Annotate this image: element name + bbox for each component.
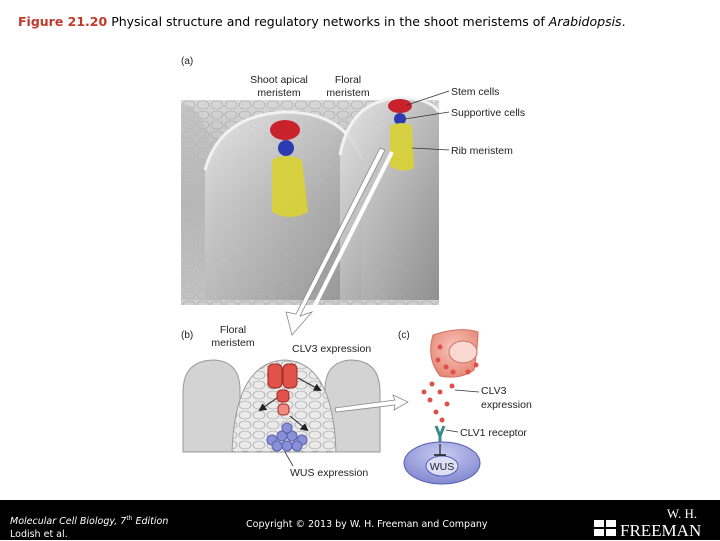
floral-stem-cells [388, 99, 412, 113]
label-supportive-cells: Supportive cells [451, 107, 526, 119]
figure-number: Figure 21.20 [18, 14, 108, 29]
label-rib-meristem: Rib meristem [451, 145, 513, 157]
publisher-logo [594, 506, 714, 538]
copyright-text: Copyright © 2013 by W. H. Freeman and Company [246, 519, 488, 530]
label-clv1-receptor: CLV1 receptor [460, 427, 527, 439]
panel-c [398, 330, 532, 484]
panel-a-label: (a) [181, 56, 194, 67]
leader-clv3 [455, 390, 479, 392]
caption-text: Physical structure and regulatory networks in the shoot meristems of [111, 14, 545, 29]
label-clv3-2: expression [481, 399, 532, 411]
label-shoot-apical-1: Shoot apical [250, 74, 308, 86]
logo-line2: FREEMAN [620, 521, 702, 538]
sam-supportive-cells [278, 140, 294, 156]
caption-organism: Arabidopsis [548, 14, 622, 29]
label-shoot-apical-2: meristem [257, 87, 301, 99]
label-b-floral-2: meristem [211, 337, 255, 349]
sam-stem-cells [270, 120, 300, 140]
label-stem-cells: Stem cells [451, 86, 500, 98]
panel-a [181, 56, 525, 335]
logo-line1: W. H. [666, 506, 698, 521]
panel-b [181, 324, 408, 479]
label-clv3-1: CLV3 [481, 385, 507, 397]
clv1-receptor [436, 426, 444, 444]
leader-clv1 [446, 430, 458, 432]
label-b-floral-1: Floral [219, 324, 247, 336]
book-title: Molecular Cell Biology, 7 [10, 516, 127, 528]
clv3-nucleus [449, 341, 477, 363]
label-floral-2: meristem [326, 87, 370, 99]
book-edition-sup: th [126, 515, 133, 522]
label-floral-1: Floral [334, 74, 362, 86]
label-clv3-expression-b: CLV3 expression [292, 343, 372, 355]
panel-b-label: (b) [181, 330, 194, 341]
left-primordium [183, 360, 240, 452]
book-citation [10, 512, 168, 541]
book-edition: Edition [132, 516, 169, 528]
label-wus-expression: WUS expression [290, 467, 369, 479]
label-wus: WUS [429, 461, 455, 473]
panel-c-label: (c) [398, 330, 410, 341]
floral-rib-meristem [390, 123, 414, 171]
book-authors: Lodish et al. [10, 529, 68, 541]
leader-wus [285, 452, 293, 466]
caption-end: . [621, 14, 626, 29]
